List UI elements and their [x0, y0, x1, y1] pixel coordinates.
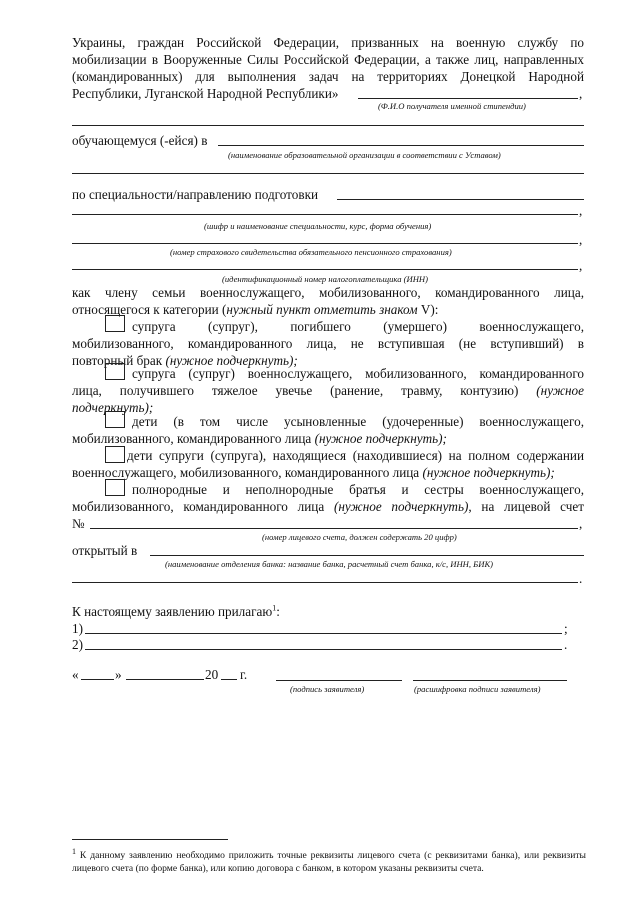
cat3-line-2 [72, 430, 447, 447]
fio-input-line-2[interactable] [72, 125, 584, 126]
cat2-line-1: супруга (супруг) военнослужащего, мобилизованного, командированного [132, 366, 584, 381]
specialty-label: по специальности/направлению подготовки [72, 187, 319, 202]
footnote-sup: 1 [72, 846, 76, 856]
member-line-2c: V): [417, 302, 439, 317]
category-spouse-injured-checkbox[interactable] [105, 363, 125, 380]
inn-comma: , [579, 258, 583, 273]
org-input-line-2[interactable] [72, 173, 584, 174]
date-day-input-line[interactable] [81, 679, 114, 680]
inn-caption: (идентификационный номер налогоплательщика (ИНН) [222, 274, 428, 284]
cat5-line-2b: (нужное подчеркнуть) [333, 499, 469, 514]
intro-line-3: (командированных) для выполнения задач на территориях Донецкой Народной [72, 69, 584, 84]
attach-item-2-period: . [564, 637, 568, 652]
attach-item-2-label: 2) [72, 637, 83, 652]
cat1-line-1: супруга (супруг), погибшего (умершего) военнослужащего, [132, 319, 584, 334]
org-input-line[interactable] [218, 145, 584, 146]
account-number-input-line[interactable] [90, 528, 578, 529]
intro-line-4: Республики, Луганской Народной Республики» [72, 86, 339, 101]
account-comma: , [579, 516, 583, 531]
spec-caption: (шифр и наименование специальности, курс, форма обучения) [204, 221, 432, 231]
cat2-line-2 [72, 382, 584, 399]
signature-decode-caption: (расшифровка подписи заявителя) [414, 684, 541, 694]
bank-caption: (наименование отделения банка: название банка, расчетный счет банка, к/с, ИНН, БИК) [165, 559, 494, 569]
cat3-line-2a: мобилизованного, командированного лица [72, 431, 315, 446]
account-caption: (номер лицевого счета, должен содержать 20 цифр) [262, 532, 457, 542]
date-year-suffix: г. [240, 667, 248, 682]
cat4-line-2b: (нужное подчеркнуть); [422, 465, 555, 480]
snils-input-line[interactable] [72, 243, 578, 244]
signature-caption: (подпись заявителя) [290, 684, 365, 694]
cat1-line-3b: (нужное подчеркнуть); [165, 353, 298, 368]
cat4-line-1: дети супруги (супруга), находящиеся (находившиеся) на полном содержании [127, 448, 584, 463]
attach-item-1-label: 1) [72, 621, 83, 636]
intro-comma: , [579, 86, 583, 101]
date-month-input-line[interactable] [126, 679, 204, 680]
cat5-line-2a: мобилизованного, командированного лица [72, 499, 334, 514]
signature-input-line[interactable] [276, 680, 402, 681]
specialty-comma: , [579, 203, 583, 218]
category-siblings-checkbox[interactable] [105, 479, 125, 496]
footnote [72, 846, 586, 875]
date-year-input-line[interactable] [221, 679, 237, 680]
attach-sup: 1 [272, 603, 277, 613]
fio-input-line[interactable] [358, 98, 578, 99]
date-quote-open: « [72, 667, 79, 682]
cat2-line-3i: подчеркнуть); [72, 400, 154, 415]
member-line-2a: относящегося к категории ( [72, 302, 227, 317]
bank-period: . [579, 571, 583, 586]
fio-caption: (Ф.И.О получателя именной стипендии) [378, 101, 526, 111]
opened-label: открытый в [72, 543, 138, 558]
member-line-1: как члену семьи военнослужащего, мобилизованного, командированного лица, [72, 285, 584, 300]
attach-item-1-input-line[interactable] [85, 633, 562, 634]
cat2-line-2b: (нужное [536, 383, 584, 398]
account-prefix: № [72, 516, 85, 531]
date-quote-close: » [115, 667, 122, 682]
snils-comma: , [579, 232, 583, 247]
attach-item-2-input-line[interactable] [85, 649, 562, 650]
attach-item-1-semicolon: ; [564, 621, 568, 636]
org-caption: (наименование образовательной организации в соответствии с Уставом) [228, 150, 501, 160]
cat4-line-2a: военнослужащего, мобилизованного, командированного лица [72, 465, 423, 480]
cat2-line-2a: лица, получившего тяжелое увечье (ранение, травму, контузию) [72, 383, 537, 398]
footnote-text: К данному заявлению необходимо приложить точные реквизиты лицевого счета (с реквизитами банка), или реквизиты лицевого счета (по форме банка), или копию договора с банком, в котором указаны реквизиты счета. [72, 850, 586, 874]
cat1-line-2: мобилизованного, командированного лица, не вступившая (не вступивший) в [72, 336, 584, 351]
cat5-line-2 [72, 498, 584, 515]
intro-line-2: мобилизации в Вооруженные Силы Российской Федерации, а также лиц, направленных [72, 52, 584, 67]
cat3-line-2b: (нужное подчеркнуть); [314, 431, 447, 446]
category-spouse-deceased-checkbox[interactable] [105, 315, 125, 332]
attach-label [72, 603, 280, 620]
category-stepchildren-checkbox[interactable] [105, 446, 125, 463]
member-line-2b: нужный пункт отметить знаком [226, 302, 418, 317]
intro-line-1: Украины, граждан Российской Федерации, призванных на военную службу по [72, 35, 584, 50]
footnote-separator [72, 839, 228, 840]
specialty-input-line[interactable] [337, 199, 584, 200]
cat4-line-2 [72, 464, 555, 481]
student-label: обучающемуся (-ейся) в [72, 133, 208, 148]
attach-colon: : [276, 604, 280, 619]
specialty-input-line-2[interactable] [72, 214, 578, 215]
inn-input-line[interactable] [72, 269, 578, 270]
cat1-line-3a: повторный брак [72, 353, 166, 368]
bank-input-line[interactable] [150, 555, 584, 556]
signature-decode-input-line[interactable] [413, 680, 567, 681]
cat5-line-2c: , на лицевой счет [468, 499, 584, 514]
category-children-checkbox[interactable] [105, 411, 125, 428]
member-line-2 [72, 301, 438, 318]
attach-text: К настоящему заявлению прилагаю [72, 604, 273, 619]
cat5-line-1: полнородные и неполнородные братья и сестры военнослужащего, [132, 482, 584, 497]
date-year-prefix: 20 [205, 667, 219, 682]
snils-caption: (номер страхового свидетельства обязательного пенсионного страхования) [170, 247, 452, 257]
bank-input-line-2[interactable] [72, 582, 578, 583]
cat3-line-1: дети (в том числе усыновленные (удочеренные) военнослужащего, [132, 414, 584, 429]
